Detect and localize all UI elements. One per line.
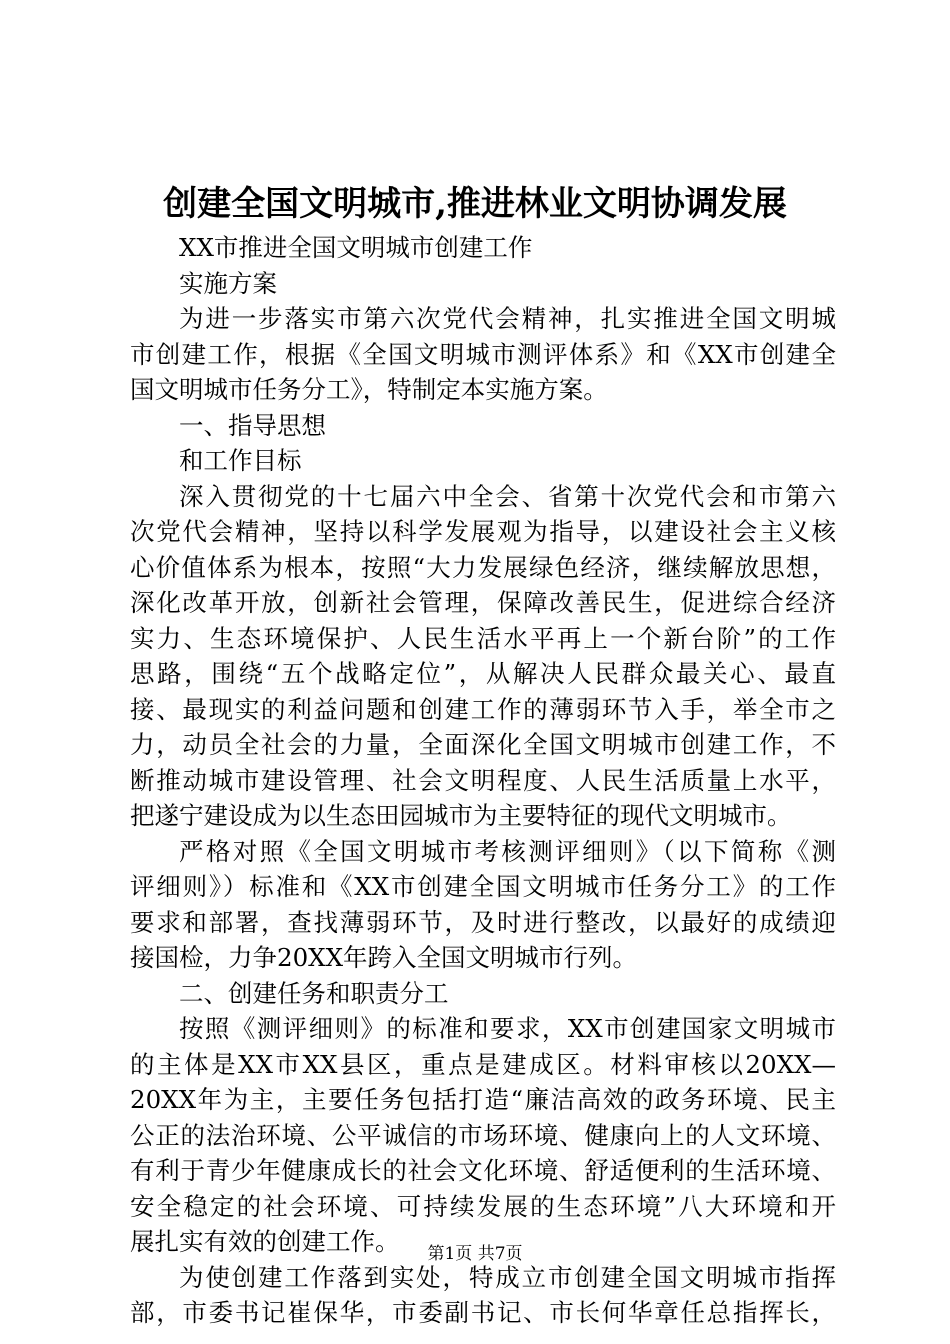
text-line: XX市推进全国文明城市创建工作 <box>179 233 533 262</box>
text-line: 深化改革开放，创新社会管理，保障改善民生，促进综合经济 <box>130 588 836 617</box>
text-line: 思路，围绕“五个战略定位”，从解决人民群众最关心、最直 <box>130 659 836 688</box>
text-line: 力，动员全社会的力量，全面深化全国文明城市创建工作，不 <box>130 730 836 759</box>
text-line: 展扎实有效的创建工作。 <box>130 1227 400 1256</box>
text-line: 断推动城市建设管理、社会文明程度、人民生活质量上水平， <box>130 765 836 795</box>
text-line: 20XX年为主，主要任务包括打造“廉洁高效的政务环境、民主 <box>130 1085 836 1114</box>
page-footer: 第1页 共7页 <box>427 1244 523 1264</box>
text-line: 安全稳定的社会环境、可持续发展的生态环境”八大环境和开 <box>130 1191 836 1221</box>
text-line: 实施方案 <box>179 268 277 298</box>
text-line: 心价值体系为根本，按照“大力发展绿色经济，继续解放思想， <box>130 552 836 582</box>
text-line: 按照《测评细则》的标准和要求，XX市创建国家文明城市 <box>179 1014 836 1043</box>
text-line: 市创建工作，根据《全国文明城市测评体系》和《XX市创建全 <box>130 339 836 369</box>
text-line: 接、最现实的利益问题和创建工作的薄弱环节入手，举全市之 <box>130 694 836 724</box>
text-line: 的主体是XX市XX县区，重点是建成区。材料审核以20XX— <box>130 1049 836 1079</box>
text-line: 为使创建工作落到实处，特成立市创建全国文明城市指挥 <box>179 1262 836 1292</box>
text-line: 接国检，力争20XX年跨入全国文明城市行列。 <box>130 943 638 972</box>
text-line: 公正的法治环境、公平诚信的市场环境、健康向上的人文环境、 <box>130 1120 836 1150</box>
text-line: 部，市委书记崔保华，市委副书记、市长何华章任总指挥长， <box>130 1298 836 1327</box>
text-line: 次党代会精神，坚持以科学发展观为指导，以建设社会主义核 <box>130 517 836 546</box>
text-line: 深入贯彻党的十七届六中全会、省第十次党代会和市第六 <box>179 481 836 511</box>
text-line: 把遂宁建设成为以生态田园城市为主要特征的现代文明城市。 <box>130 801 792 830</box>
text-line: 实力、生态环境保护、人民生活水平再上一个新台阶”的工作 <box>130 623 836 653</box>
text-line: 国文明城市任务分工》，特制定本实施方案。 <box>130 375 608 404</box>
text-line: 一、指导思想 <box>179 410 326 440</box>
text-line: 要求和部署，查找薄弱环节，及时进行整改，以最好的成绩迎 <box>130 907 836 937</box>
text-line: 二、创建任务和职责分工 <box>179 978 449 1008</box>
document-body <box>130 230 836 1331</box>
text-line: 评细则》）标准和《XX市创建全国文明城市任务分工》的工作 <box>130 872 836 901</box>
text-line: 为进一步落实市第六次党代会精神，扎实推进全国文明城 <box>179 304 836 333</box>
text-line: 和工作目标 <box>179 446 302 475</box>
document-title: 创建全国文明城市,推进林业文明协调发展 <box>163 184 787 224</box>
text-line: 有利于青少年健康成长的社会文化环境、舒适便利的生活环境、 <box>130 1156 836 1185</box>
text-line: 严格对照《全国文明城市考核测评细则》（以下简称《测 <box>179 836 836 866</box>
